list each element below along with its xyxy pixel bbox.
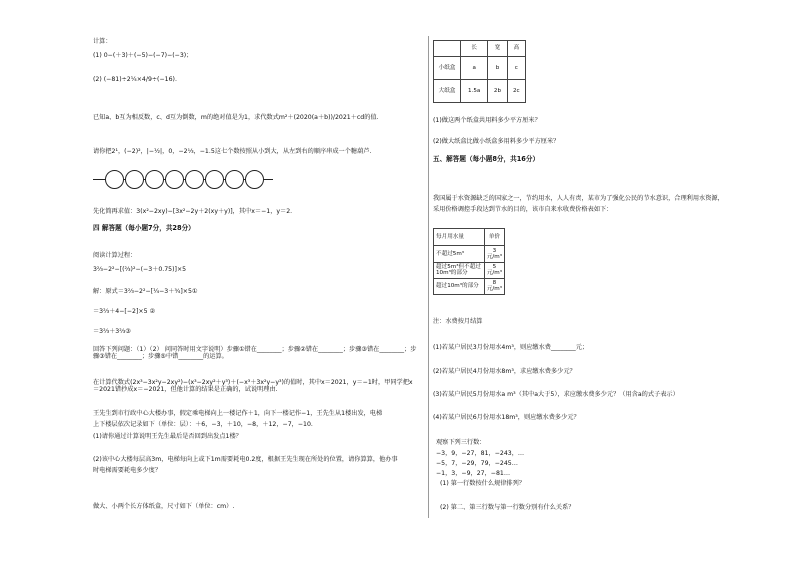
box-size-table [433, 40, 526, 103]
water-question-3: (3)若某户居民5月份用水a m³（其中a大于5），求应缴水费多少元？（用含a的式子表示） [433, 391, 679, 398]
table-cell: 小纸盒 [434, 57, 461, 80]
table-cell [434, 41, 461, 57]
box-question-2: (2)做大纸盒比做小纸盒多用料多少平方厘米？ [433, 138, 560, 145]
question-number-chain: 请你把2¹，(−2)²，|−½|，0，−2⅓，−1.5这七个数按照从小到大，从左到右的顺序串成一个糖葫芦. [93, 148, 372, 155]
question-elevator-line-4: (2)该中心大楼每层高3m，电梯每向上或下1m需要耗电0.2度，根据王先生现在所处的位置，请你算算，他办事 [93, 456, 398, 463]
table-cell: 5元/m³ [484, 263, 504, 279]
table-cell: c [507, 57, 525, 80]
table-cell: 高 [507, 41, 525, 57]
water-question-1: (1)若某户居民3月份用水4m³，则应缴水费________元； [433, 344, 589, 351]
box-question-1: (1)做这两个纸盒共用料多少平方厘米？ [433, 117, 541, 124]
read-process-label: 阅读计算过程： [93, 252, 137, 259]
column-divider [428, 36, 429, 518]
chain-ring [145, 170, 164, 189]
table-cell: 2b [488, 80, 507, 103]
fee-note: 注：水费按月结算 [433, 318, 483, 325]
water-fee-table [433, 228, 505, 295]
calc-heading: 计算： [93, 38, 112, 45]
table-cell: 1.5a [461, 80, 488, 103]
observe-question-1: (1) 第一行数按什么规律排列？ [440, 480, 525, 487]
sequence-row-1: −3，9，−27，81，−243，… [436, 450, 525, 457]
water-question-4: (4)若某户居民6月份用水18m³，则应缴水费多少元？ [433, 414, 580, 421]
observe-question-2: (2) 第二、第三行数与第一行数分别有什么关系？ [440, 504, 575, 511]
question-elevator-line-1: 王先生到市行政中心大楼办事，假定乘电梯向上一楼记作＋1，向下一楼记作−1，王先生从1楼出发，电梯 [93, 410, 383, 417]
table-row [434, 57, 526, 80]
question-simplify: 先化简再求值：3(x²−2xy)−[3x²−2y＋2(xy＋y)]，其中x＝−1，y＝2. [93, 208, 293, 215]
chain-ring [225, 170, 244, 189]
solution-step-2: ＝3⅔＋4−[−2]×5 ② [93, 308, 156, 315]
water-question-2: (2)若某户居民4月份用水8m³，求应缴水费多少元？ [433, 368, 576, 375]
chain-ring [125, 170, 144, 189]
question-boxes: 做大、小两个长方体纸盒，尺寸如下（单位：cm）. [93, 503, 235, 510]
solution-step-3: ＝3⅔＋3⅔③ [93, 328, 131, 335]
table-header-row [434, 41, 526, 57]
table-row [434, 246, 505, 263]
water-intro-line-1: 我国属于水资源缺乏的国家之一，节约用水，人人有责，某市为了强化公民的节水意识，合理利用水资源， [433, 195, 724, 202]
table-row [434, 80, 526, 103]
sequence-row-3: −1，3，−9，27，−81… [436, 470, 511, 477]
table-cell: 不超过5m³ [434, 246, 485, 263]
chain-ring [245, 170, 264, 189]
table-cell: 8元/m³ [484, 278, 504, 294]
question-elevator-line-5: 时电梯需要耗电多少度？ [93, 467, 162, 474]
table-cell: 宽 [488, 41, 507, 57]
table-cell: 2c [507, 80, 525, 103]
table-cell: 3元/m³ [484, 246, 504, 263]
expression: 3⅔−2²−[(⅔)²−(−3＋0.75)]×5 [93, 266, 187, 273]
table-cell: 大纸盒 [434, 80, 461, 103]
table-cell: 单价 [484, 229, 504, 246]
table-row [434, 278, 505, 294]
table-cell: 超过10m³的部分 [434, 278, 485, 294]
table-row [434, 263, 505, 279]
table-cell: b [488, 57, 507, 80]
water-intro-line-2: 采用价格调控手段达到节水的目的，该市自来水收费价格表如下： [433, 206, 613, 213]
chain-ring [185, 170, 204, 189]
chain-ring [105, 170, 124, 189]
chain-ring [205, 170, 224, 189]
section-5-title: 五、解答题（每小题8分，共16分） [433, 155, 540, 163]
sequence-row-2: −5，7，−29，79，−245… [436, 460, 518, 467]
solution-step-1: 解：原式＝3⅔−2²−[¼−3＋¾]×5① [93, 288, 198, 295]
section-4-title: 四 解答题（每小题7分，共28分） [93, 224, 195, 232]
question-elevator-line-3: (1)请你通过计算说明王先生最后是否回到出发点1楼？ [93, 433, 242, 440]
chain-ring [165, 170, 184, 189]
question-elevator-line-2: 上下楼层依次记录如下（单位：层）：＋6，−3，＋10，−8，＋12，−7，−10. [93, 421, 313, 428]
table-cell: 长 [461, 41, 488, 57]
calc-problem-1: (1) 0−(＋3)＋(−5)−(−7)−(−3)； [93, 52, 193, 59]
question-misread: 在计算代数式(2x³−3x²y−2xy²)−(x³−2xy²＋y³)＋(−x³＋3x²y−y³)的值时，其中x＝2021，y＝−1时，甲同学把x＝2021错抄成x＝−2021，但他计算的结果是正确的，试说明理由. [93, 379, 413, 394]
table-cell: 超过5m³但不超过10m³的部分 [434, 263, 485, 279]
question-opposite-numbers: 已知a、b互为相反数，c、d互为倒数，m的绝对值是为1，求代数式m²＋(2020(a＋b))/2021＋cd的值. [93, 114, 379, 121]
table-cell: 每月用水量 [434, 229, 485, 246]
calc-problem-2: (2) (−81)÷2¼×4/9÷(−16). [93, 76, 177, 83]
table-header-row [434, 229, 505, 246]
observe-title: 观察下列三行数： [436, 439, 486, 446]
table-cell: a [461, 57, 488, 80]
answer-question: 回答下列问题：（1）（2） 问同答时用文字说明）步骤①错在________；步骤②错在________；步骤③错在________；步骤③错在________；步骤⑤中错________的运算。 [93, 346, 417, 361]
